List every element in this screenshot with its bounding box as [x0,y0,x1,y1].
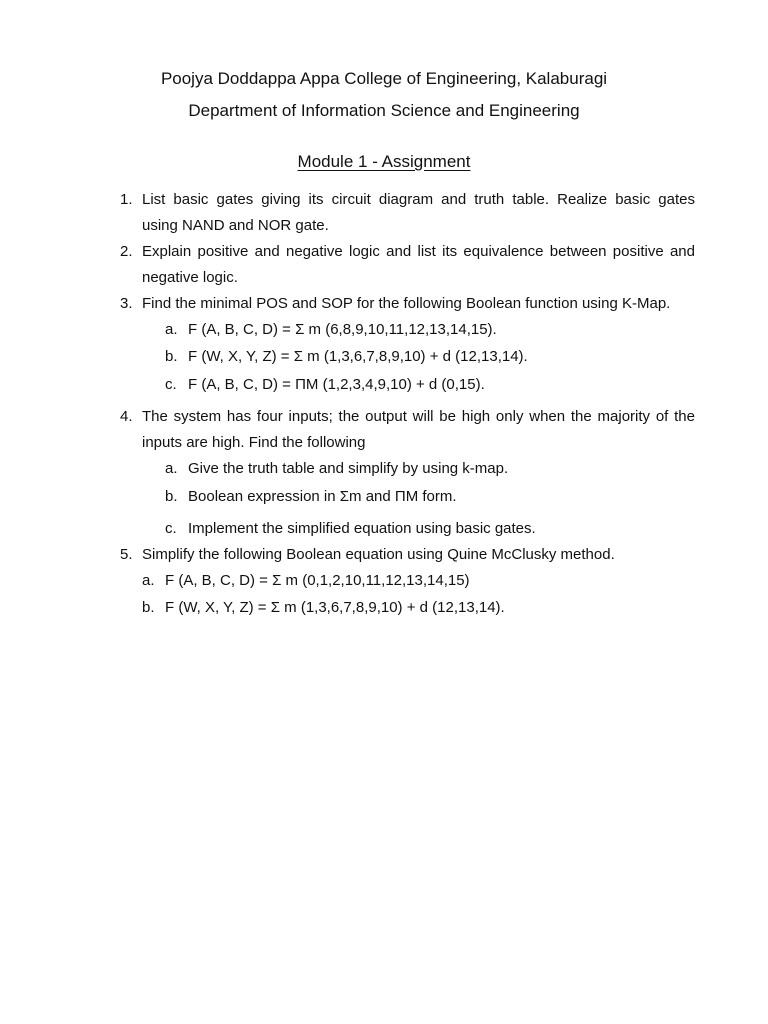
sub-label: c. [165,376,177,393]
sub-text: Give the truth table and simplify by using k-map. [188,460,509,477]
sub-text: F (W, X, Y, Z) = Σ m (1,3,6,7,8,9,10) + d (12,13,14). [188,348,528,365]
question-number: 5. [120,546,133,563]
sub-text: F (W, X, Y, Z) = Σ m (1,3,6,7,8,9,10) + d (12,13,14). [165,599,505,616]
sub-text: F (A, B, C, D) = Σ m (0,1,2,10,11,12,13,14,15) [165,572,470,589]
sub-label: b. [165,488,178,505]
sub-label: a. [165,460,178,477]
sub-text: Implement the simplified equation using basic gates. [188,520,536,537]
question-2-continued: negative logic. [142,269,238,286]
sub-label: c. [165,520,177,537]
question-1-continued: using NAND and NOR gate. [142,217,329,234]
sub-text: F (A, B, C, D) = Σ m (6,8,9,10,11,12,13,14,15). [188,321,497,338]
college-name: Poojya Doddappa Appa College of Engineering, Kalaburagi [160,69,608,88]
sub-text: Boolean expression in Σm and ΠM form. [188,488,457,505]
question-text: List basic gates giving its circuit diagram and truth table. Realize basic gates [142,191,695,208]
assignment-title: Module 1 - Assignment [297,152,471,171]
question-text: Find the minimal POS and SOP for the following Boolean function using K-Map. [142,295,671,312]
sub-label: b. [165,348,178,365]
question-text: Simplify the following Boolean equation using Quine McClusky method. [142,546,615,563]
department-name: Department of Information Science and Engineering [188,101,580,120]
question-number: 4. [120,408,133,425]
question-text: The system has four inputs; the output will be high only when the majority of the [142,408,695,425]
sub-label: a. [165,321,178,338]
question-number: 1. [120,191,133,208]
sub-text: F (A, B, C, D) = ΠM (1,2,3,4,9,10) + d (0,15). [188,376,485,393]
question-4-continued: inputs are high. Find the following [142,434,366,451]
sub-label: a. [142,572,155,589]
question-number: 3. [120,295,133,312]
sub-label: b. [142,599,155,616]
question-number: 2. [120,243,133,260]
question-text: Explain positive and negative logic and list its equivalence between positive and [142,243,695,260]
